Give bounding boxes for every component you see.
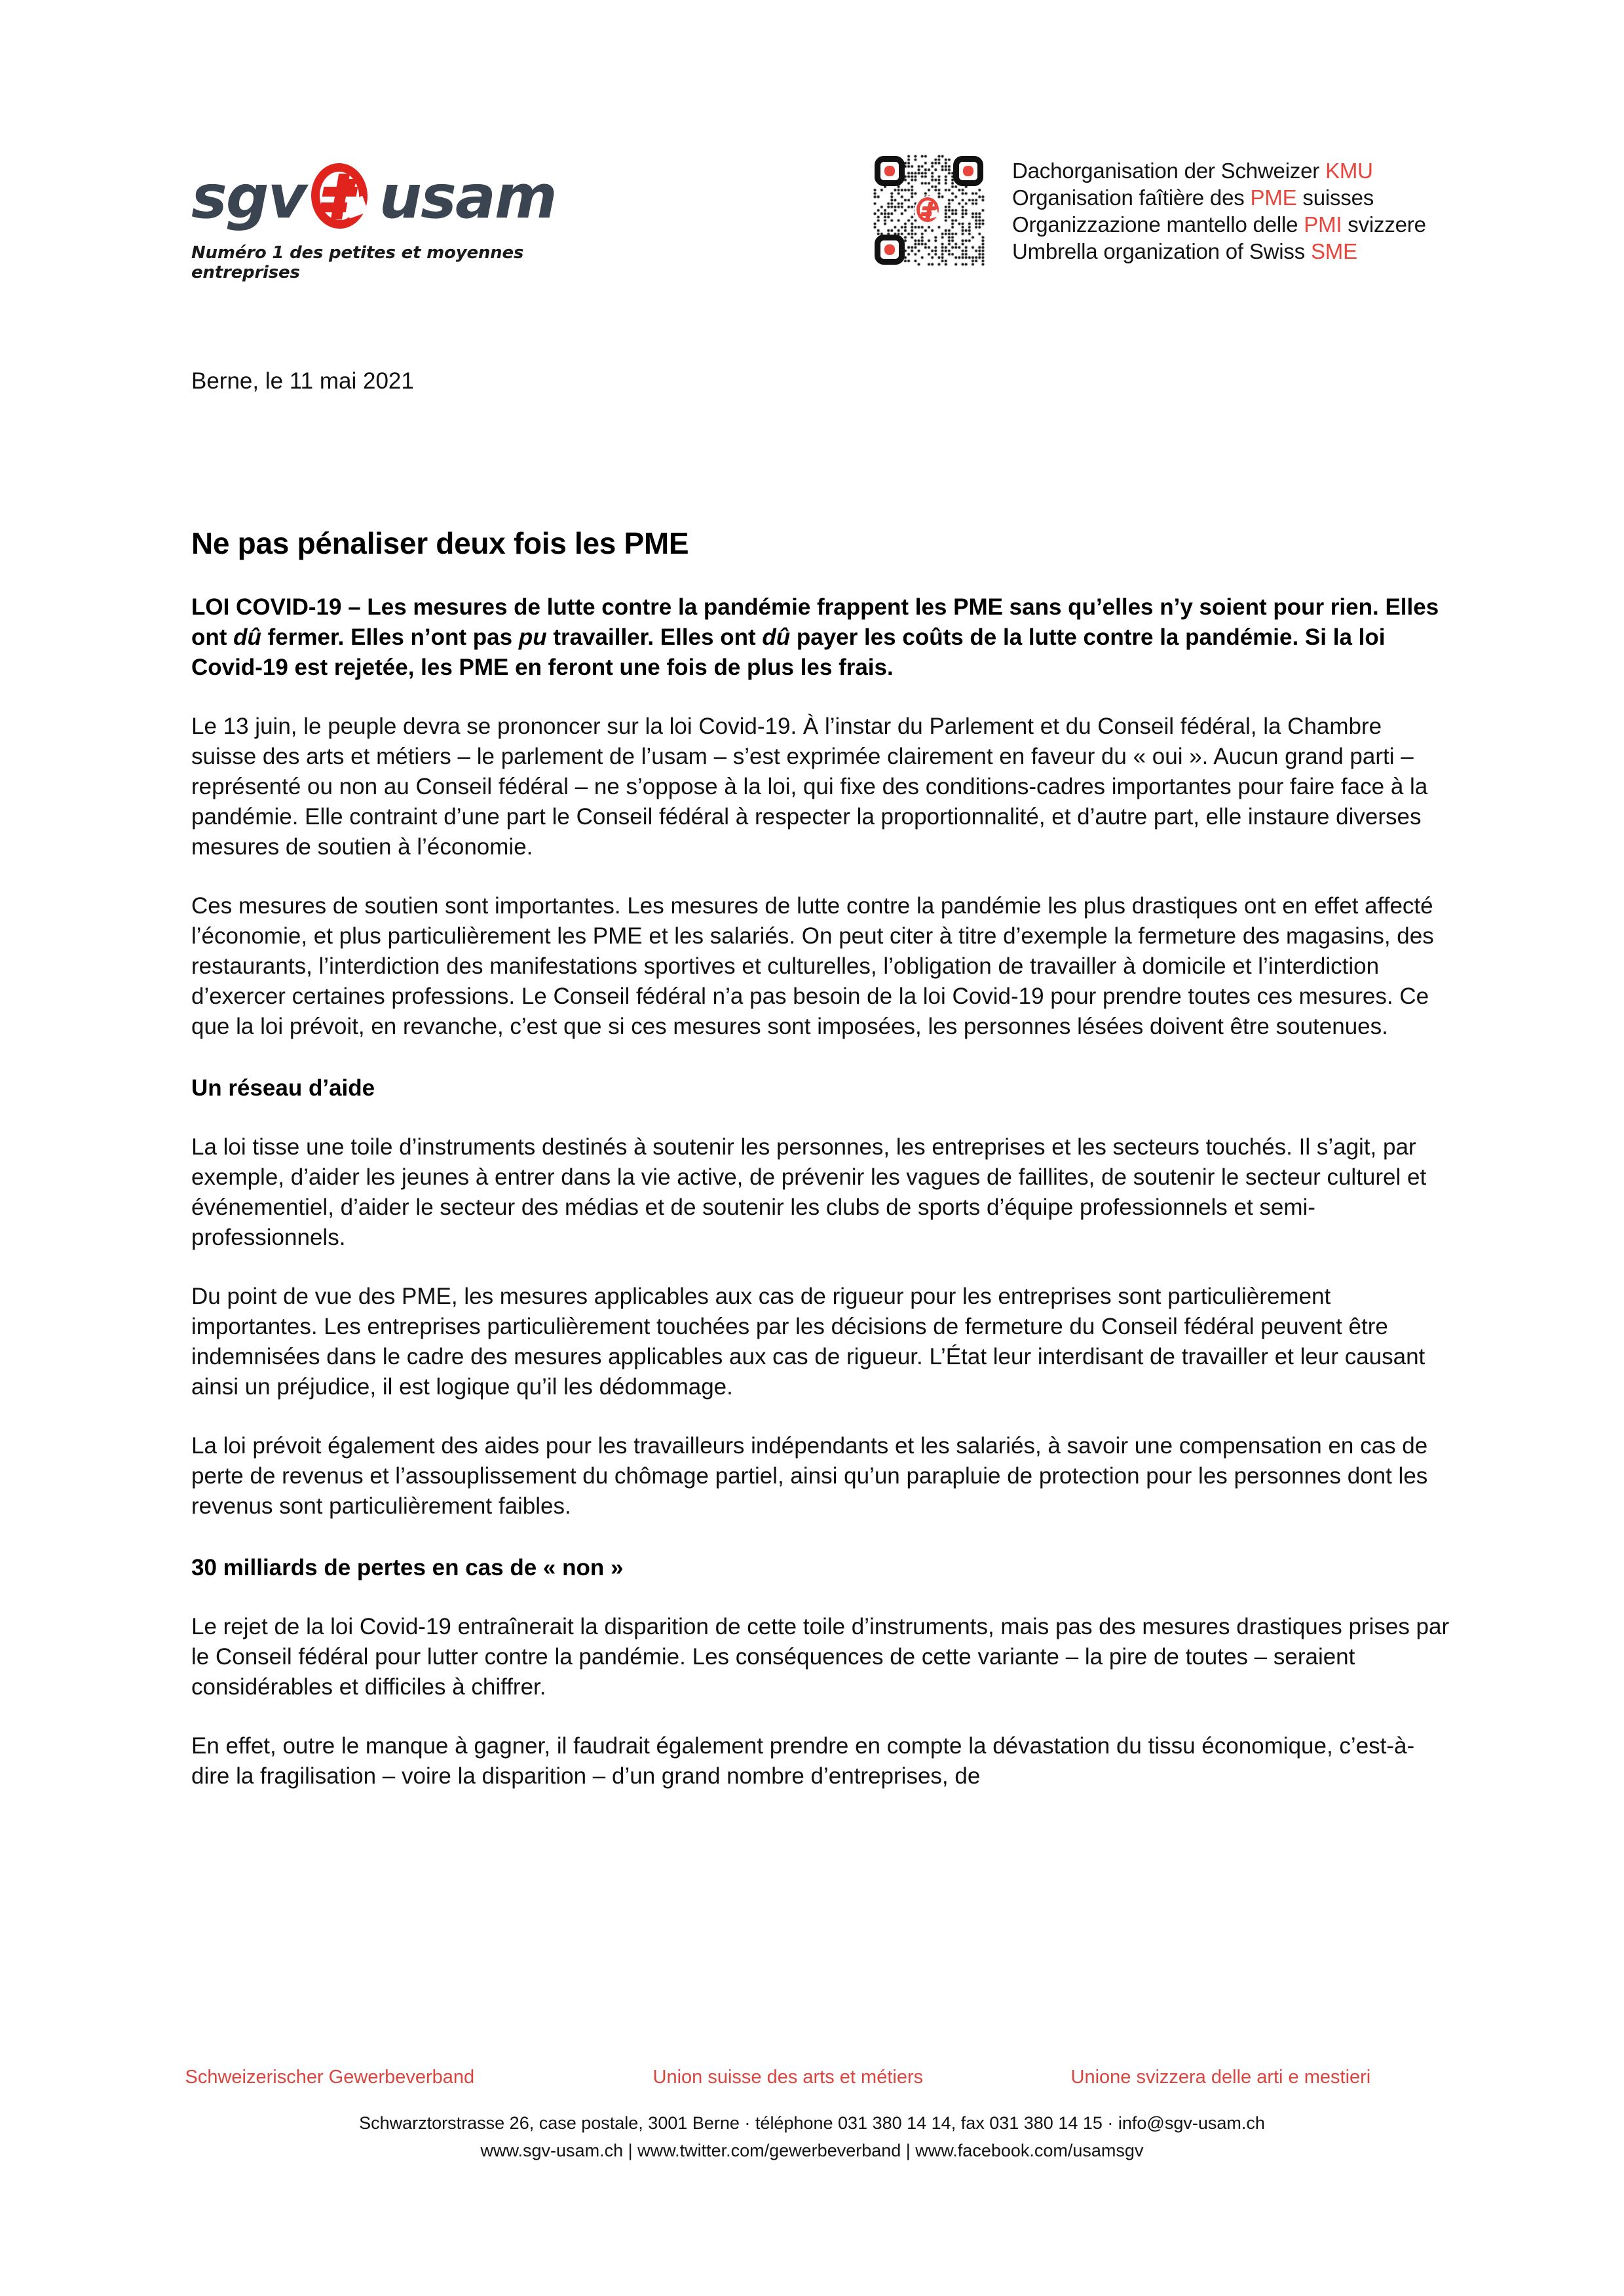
footer-name-it: Unione svizzera delle arti e mestieri xyxy=(1070,2067,1371,2088)
document-body xyxy=(191,367,1452,1791)
paragraph-3: La loi tisse une toile d’instruments destinés à soutenir les personnes, les entreprises et les secteurs touchés. Il s’agit, par exemple, d’aider les jeunes à entrer dans la vie active, de prévenir les vagues de faillites, de soutenir le secteur culturel et événementiel, d’aider le secteur des médias et de soutenir les clubs de sports d’équipe professionnels et semi-professionnels. xyxy=(191,1134,1427,1250)
subheading-30-milliards: 30 milliards de pertes en cas de « non » xyxy=(191,1555,624,1580)
logo-word-sgv: sgv xyxy=(191,162,306,232)
lead-paragraph: LOI COVID-19 – Les mesures de lutte contre la pandémie frappent les PME sans qu’elles n’y soient pour rien. Elles ont dû fermer. Elles n’ont pas pu travailler. Elles ont dû payer les coûts de la lutte contre la pandémie. Si la loi Covid-19 est rejetée, les PME en feront une fois de plus les frais. xyxy=(191,594,1439,680)
paragraph-1: Le 13 juin, le peuple devra se prononcer sur la loi Covid-19. À l’instar du Parlement et du Conseil fédéral, la Chambre suisse des arts et métiers – le parlement de l’usam – s’est exprimée clairement en faveur du « oui ». Aucun grand parti – représenté ou non au Conseil fédéral – ne s’oppose à la loi, qui fixe des conditions-cadres importantes pour faire face à la pandémie. Elle contraint d’une part le Conseil fédéral à respecter la proportionnalité, et d’autre part, elle instaure diverses mesures de soutien à l’économie. xyxy=(191,714,1428,860)
page-footer xyxy=(0,2064,1624,2164)
subheading-reseau-aide: Un réseau d’aide xyxy=(191,1075,375,1101)
org-line-de: Dachorganisation der Schweizer KMU xyxy=(1012,159,1373,183)
qr-center-logo-icon xyxy=(915,196,943,225)
qr-finder-bottom-left-icon xyxy=(875,235,905,265)
page-header xyxy=(0,0,1624,308)
org-line-en-highlight: SME xyxy=(1311,239,1357,263)
org-line-fr-highlight: PME xyxy=(1250,185,1297,210)
footer-name-de: Schweizerischer Gewerbeverband xyxy=(185,2067,475,2088)
paragraph-2: Ces mesures de soutien sont importantes. Les mesures de lutte contre la pandémie les plus drastiques ont en effet affecté l’économie, et plus particulièrement les PME et les salariés. On peut citer à titre d’exemple la fermeture des magasins, des restaurants, l’interdiction des manifestations sportives et culturelles, l’obligation de travailler à domicile et l’interdiction d’exercer certaines professions. Le Conseil fédéral n’a pas besoin de la loi Covid-19 pour prendre toutes ces mesures. Ce que la loi prévoit, en revanche, c’est que si ces mesures sont imposées, les personnes lésées doivent être soutenues. xyxy=(191,893,1434,1039)
lead-em-1: dû xyxy=(233,624,261,650)
page-title: Ne pas pénaliser deux fois les PME xyxy=(191,526,689,560)
date-line: Berne, le 11 mai 2021 xyxy=(191,368,414,394)
org-line-it-highlight: PMI xyxy=(1304,212,1342,237)
logo-row xyxy=(191,161,597,234)
footer-name-fr: Union suisse des arts et métiers xyxy=(652,2067,924,2088)
sgv-usam-cross-logo-icon xyxy=(310,163,378,231)
qr-and-org-lines xyxy=(873,155,1426,266)
org-line-fr: Organisation faîtière des PME suisses xyxy=(1012,185,1374,210)
footer-address: Schwarztorstrasse 26, case postale, 3001 Berne · téléphone 031 380 14 14, fax 031 380 14 15 · info@sgv-usam.ch xyxy=(359,2113,1265,2133)
logo-tagline: Numéro 1 des petites et moyennes entreprises xyxy=(191,243,524,282)
lead-em-3: dû xyxy=(762,624,791,650)
qr-finder-top-right-icon xyxy=(953,156,983,186)
org-line-en: Umbrella organization of Swiss SME xyxy=(1012,239,1357,263)
org-line-it: Organizzazione mantello delle PMI svizzere xyxy=(1012,212,1426,237)
footer-links: www.sgv-usam.ch | www.twitter.com/gewerbeverband | www.facebook.com/usamsgv xyxy=(480,2141,1144,2160)
paragraph-5: La loi prévoit également des aides pour les travailleurs indépendants et les salariés, à savoir une compensation en cas de perte de revenus et l’assouplissement du chômage partiel, ainsi qu’un parapluie de protection pour les personnes dont les revenus sont particulièrement faibles. xyxy=(191,1433,1428,1519)
org-lines xyxy=(1012,155,1426,265)
paragraph-4: Du point de vue des PME, les mesures applicables aux cas de rigueur pour les entreprises sont particulièrement importantes. Les entreprises particulièrement touchées par les décisions de fermeture du Conseil fédéral peuvent être indemnisées dans le cadre des mesures applicables aux cas de rigueur. L’État leur interdisant de travailler et leur causant ainsi un préjudice, il est logique qu’il les dédommage. xyxy=(191,1284,1426,1400)
logo-word-usam: usam xyxy=(379,162,556,232)
paragraph-6: Le rejet de la loi Covid-19 entraînerait la disparition de cette toile d’instruments, mais pas des mesures drastiques prises par le Conseil fédéral pour lutter contre la pandémie. Les conséquences de cette variante – la pire de toutes – seraient considérables et difficiles à chiffrer. xyxy=(191,1614,1450,1700)
sgv-usam-logo xyxy=(191,161,597,282)
qr-code[interactable] xyxy=(873,155,985,266)
paragraph-7: En effet, outre le manque à gagner, il faudrait également prendre en compte la dévastation du tissu économique, c’est-à-dire la fragilisation – voire la disparition – d’un grand nombre d’entreprises, de xyxy=(191,1733,1415,1789)
org-line-de-highlight: KMU xyxy=(1325,159,1373,183)
qr-finder-top-left-icon xyxy=(875,156,905,186)
lead-em-2: pu xyxy=(518,624,547,650)
footer-language-names xyxy=(161,2064,1464,2097)
